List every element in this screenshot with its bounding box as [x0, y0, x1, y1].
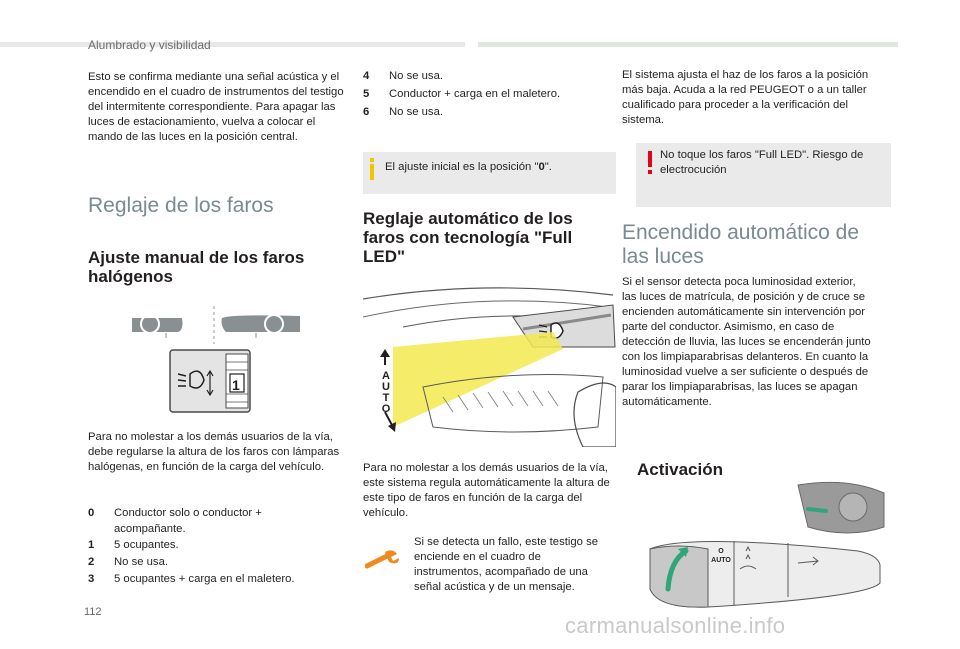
- col1-paragraph: Para no molestar a los demás usuarios de la vía, debe regularse la altura de los faros con lámparas halógenas, en función de la carga del vehículo.: [88, 431, 340, 473]
- header-accent-bar: [478, 42, 898, 47]
- auto-label: A U T O: [381, 370, 391, 415]
- info-note-text: El ajuste inicial es la posición "0".: [385, 161, 552, 173]
- list-item-2: 2 No se usa.: [88, 556, 169, 568]
- subheading-manual: Ajuste manual de los faros halógenos: [88, 248, 305, 286]
- list-item-5: 5 Conductor + carga en el maletero.: [363, 88, 561, 100]
- headlamp-adjust-illustration: [130, 304, 302, 414]
- header-bar: [0, 42, 465, 47]
- col1-intro: Esto se confirma mediante una señal acústica y el encendido en el cuadro de instrumentos del testigo del intermitente correspondiente. Para apagar las luces de estacionamiento, vuelva a colocar el mando de las luces en la posición central.: [88, 71, 344, 143]
- alert-icon-dot: [648, 170, 652, 174]
- alert-icon: [648, 151, 652, 167]
- info-note: [363, 152, 616, 194]
- list-item-3: 3 5 ocupantes + carga en el maletero.: [88, 573, 295, 585]
- list-item-1: 1 5 ocupantes.: [88, 539, 179, 551]
- heading-reglaje: Reglaje de los faros: [88, 194, 274, 217]
- alert-text: No toque los faros "Full LED". Riesgo de electrocución: [660, 149, 864, 176]
- section-title: Alumbrado y visibilidad: [88, 38, 211, 52]
- list-item-0: 0 Conductor solo o conductor + acompañante.: [88, 507, 262, 535]
- list-item-4: 4 No se usa.: [363, 70, 444, 82]
- list-item-6: 6 No se usa.: [363, 106, 444, 118]
- watermark: carmanualsonline.info: [565, 613, 786, 638]
- full-led-headlamp-illustration: [363, 277, 616, 447]
- col3-intro: El sistema ajusta el haz de los faros a la posición más baja. Acuda a la red PEUGEOT o a un taller cualificado para proceder a la verificación del sistema.: [622, 69, 869, 126]
- subheading-activacion: Activación: [637, 460, 723, 479]
- warning-text: Si se detecta un fallo, este testigo se enciende en el cuadro de instrumentos, acompañado de una señal acústica y de un mensaje.: [414, 536, 598, 593]
- alert-note: [636, 143, 891, 207]
- thumbwheel-position-value: 1: [232, 377, 240, 393]
- col2-paragraph: Para no molestar a los demás usuarios de la vía, este sistema regula automáticamente la altura de este tipo de faros en función de la carga del vehículo.: [363, 462, 610, 519]
- page-number: 112: [84, 606, 102, 618]
- light-stalk-illustration: [648, 479, 888, 609]
- info-icon-bar: [370, 164, 374, 180]
- info-icon: [370, 158, 374, 162]
- wrench-icon: [365, 548, 401, 572]
- heading-encendido: Encendido automático de las luces: [622, 221, 859, 268]
- col3-paragraph: Si el sensor detecta poca luminosidad exterior, las luces de matrícula, de posición y de cruce se encienden automáticamente sin intervención por parte del conductor. Asimismo, en caso de detección de lluvia, las luces se encenderán junto con los limpiaparabrisas delanteros. En cuanto la luminosidad vuelve a ser suficiente o después de parar los limpiaparabrisas, las luces se apagan automáticamente.: [622, 276, 871, 408]
- subheading-full-led: Reglaje automático de los faros con tecnología "Full LED": [363, 209, 573, 266]
- stalk-labels: O AUTO: [711, 548, 731, 564]
